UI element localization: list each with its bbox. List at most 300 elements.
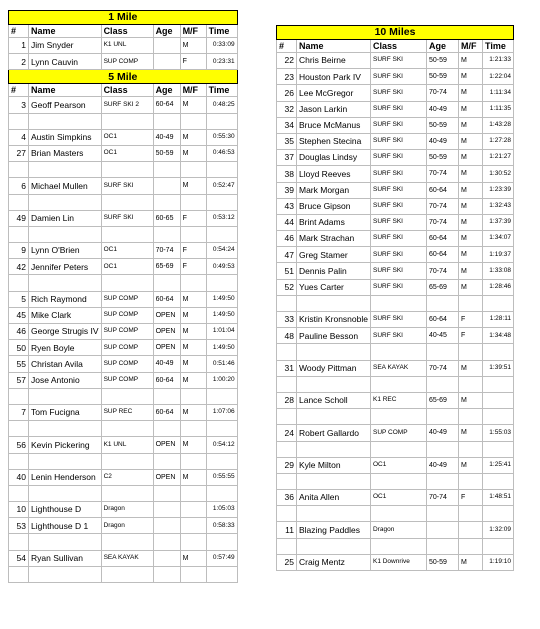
cell-mf: M xyxy=(458,85,482,101)
cell-mf: M xyxy=(180,404,206,420)
result-row xyxy=(277,53,514,69)
cell-time xyxy=(206,566,237,582)
cell-age: 70-74 xyxy=(426,490,458,506)
cell-time xyxy=(206,226,237,242)
cell-bib: 42 xyxy=(9,259,29,275)
cell-class: SURF SKI xyxy=(370,231,426,247)
cell-time: 1:19:37 xyxy=(482,247,513,263)
cell-name: Lighthouse D xyxy=(29,502,102,518)
cell-class: OC1 xyxy=(101,145,153,161)
cell-mf: M xyxy=(458,53,482,69)
cell-age: 60-64 xyxy=(153,404,180,420)
cell-name: Jose Antonio xyxy=(29,372,102,388)
cell-class: SURF SKI xyxy=(101,210,153,226)
cell-time: 1:21:33 xyxy=(482,53,513,69)
cell-class: OC1 xyxy=(101,259,153,275)
cell-mf: M xyxy=(458,166,482,182)
result-row xyxy=(277,85,514,101)
cell-class xyxy=(370,344,426,360)
cell-name xyxy=(29,453,102,469)
cell-age xyxy=(426,441,458,457)
cell-bib xyxy=(9,485,29,501)
result-row xyxy=(9,38,238,54)
cell-bib xyxy=(9,453,29,469)
cell-mf xyxy=(180,518,206,534)
cell-mf: M xyxy=(180,324,206,340)
section-title-row xyxy=(9,11,238,25)
result-row xyxy=(9,145,238,161)
result-row xyxy=(277,182,514,198)
result-row xyxy=(9,178,238,194)
cell-time: 1:28:46 xyxy=(482,279,513,295)
cell-class: Dragon xyxy=(101,502,153,518)
cell-bib: 43 xyxy=(277,198,297,214)
cell-name: George Strugis IV xyxy=(29,324,102,340)
cell-mf xyxy=(180,275,206,291)
cell-name: Brint Adams xyxy=(297,214,371,230)
cell-name: Lee McGregor xyxy=(297,85,371,101)
cell-name: Greg Stamer xyxy=(297,247,371,263)
cell-bib: 38 xyxy=(277,166,297,182)
cell-mf: F xyxy=(180,243,206,259)
cell-bib: 9 xyxy=(9,243,29,259)
result-row xyxy=(277,522,514,538)
cell-name: Lynn Cauvin xyxy=(29,54,102,70)
cell-mf: F xyxy=(180,259,206,275)
cell-bib: 47 xyxy=(277,247,297,263)
cell-age: 50-59 xyxy=(426,69,458,85)
cell-time: 1:19:10 xyxy=(482,554,513,570)
column-header-time: Time xyxy=(482,40,513,53)
cell-class xyxy=(370,473,426,489)
cell-age: 40-49 xyxy=(426,133,458,149)
result-row xyxy=(277,117,514,133)
cell-age: 60-64 xyxy=(426,182,458,198)
cell-class: SURF SKI xyxy=(370,117,426,133)
column-header-row xyxy=(9,25,238,38)
right-results-body xyxy=(277,26,514,571)
cell-name: Jennifer Peters xyxy=(29,259,102,275)
cell-bib xyxy=(277,344,297,360)
cell-bib xyxy=(9,194,29,210)
result-row xyxy=(9,550,238,566)
cell-name: Lighthouse D 1 xyxy=(29,518,102,534)
cell-name: Dennis Palin xyxy=(297,263,371,279)
cell-age xyxy=(153,550,180,566)
result-row xyxy=(9,356,238,372)
cell-bib: 54 xyxy=(9,550,29,566)
cell-class: SURF SKI xyxy=(370,85,426,101)
cell-bib xyxy=(277,506,297,522)
cell-class: SEA KAYAK xyxy=(101,550,153,566)
cell-name: Bruce Gipson xyxy=(297,198,371,214)
blank-row xyxy=(9,388,238,404)
cell-age xyxy=(153,534,180,550)
result-row xyxy=(9,502,238,518)
cell-name: Ryen Boyle xyxy=(29,340,102,356)
result-row xyxy=(9,372,238,388)
cell-time: 1:32:43 xyxy=(482,198,513,214)
cell-bib xyxy=(9,275,29,291)
cell-age: OPEN xyxy=(153,324,180,340)
result-row xyxy=(277,214,514,230)
blank-row xyxy=(9,566,238,582)
cell-bib: 37 xyxy=(277,150,297,166)
cell-age xyxy=(426,376,458,392)
cell-class xyxy=(101,162,153,178)
cell-class xyxy=(101,421,153,437)
cell-class xyxy=(101,485,153,501)
cell-age xyxy=(153,194,180,210)
column-header-class: Class xyxy=(101,25,153,38)
cell-age: 60-64 xyxy=(426,247,458,263)
cell-bib xyxy=(277,409,297,425)
cell-time xyxy=(206,485,237,501)
cell-name: Kevin Pickering xyxy=(29,437,102,453)
column-header-mf: M/F xyxy=(180,25,206,38)
cell-bib: 5 xyxy=(9,291,29,307)
cell-time: 0:54:12 xyxy=(206,437,237,453)
cell-name: Damien Lin xyxy=(29,210,102,226)
cell-bib: 22 xyxy=(277,53,297,69)
cell-class: SUP COMP xyxy=(370,425,426,441)
cell-name: Jim Snyder xyxy=(29,38,102,54)
cell-class: SEA KAYAK xyxy=(370,360,426,376)
cell-age xyxy=(426,409,458,425)
cell-time xyxy=(482,409,513,425)
cell-mf: M xyxy=(458,117,482,133)
cell-name: Bruce McManus xyxy=(297,117,371,133)
cell-name: Pauline Besson xyxy=(297,328,371,344)
cell-mf: M xyxy=(458,214,482,230)
cell-bib: 39 xyxy=(277,182,297,198)
cell-class: SURF SKI xyxy=(370,214,426,230)
cell-bib xyxy=(9,421,29,437)
cell-bib: 45 xyxy=(9,307,29,323)
cell-time xyxy=(482,344,513,360)
cell-age: 50-59 xyxy=(426,53,458,69)
cell-class: C2 xyxy=(101,469,153,485)
cell-mf: M xyxy=(458,101,482,117)
cell-class xyxy=(101,566,153,582)
cell-mf: M xyxy=(458,133,482,149)
result-row xyxy=(9,340,238,356)
cell-time: 1:55:03 xyxy=(482,425,513,441)
cell-time: 1:33:08 xyxy=(482,263,513,279)
section-title-row xyxy=(9,70,238,84)
cell-bib: 52 xyxy=(277,279,297,295)
cell-time: 0:23:31 xyxy=(206,54,237,70)
cell-time: 1:01:04 xyxy=(206,324,237,340)
cell-age xyxy=(153,178,180,194)
cell-name: Kyle Milton xyxy=(297,457,371,473)
cell-class: SURF SKI xyxy=(370,133,426,149)
cell-time xyxy=(482,441,513,457)
cell-time: 0:53:12 xyxy=(206,210,237,226)
blank-row xyxy=(277,441,514,457)
cell-time: 0:48:25 xyxy=(206,97,237,113)
column-header-bib: # xyxy=(277,40,297,53)
cell-time: 0:52:47 xyxy=(206,178,237,194)
cell-bib: 7 xyxy=(9,404,29,420)
cell-age xyxy=(426,473,458,489)
cell-age xyxy=(426,506,458,522)
cell-class xyxy=(370,376,426,392)
cell-time: 1:34:48 xyxy=(482,328,513,344)
cell-class xyxy=(370,409,426,425)
cell-class: SUP REC xyxy=(101,404,153,420)
cell-mf xyxy=(180,194,206,210)
cell-time: 0:51:46 xyxy=(206,356,237,372)
left-results-table xyxy=(8,10,238,583)
cell-time xyxy=(482,538,513,554)
cell-name xyxy=(29,485,102,501)
result-row xyxy=(9,129,238,145)
cell-mf: M xyxy=(180,307,206,323)
cell-class: OC1 xyxy=(370,490,426,506)
cell-age: 60-64 xyxy=(426,312,458,328)
column-header-row xyxy=(277,40,514,53)
result-row xyxy=(277,263,514,279)
cell-class: Dragon xyxy=(101,518,153,534)
cell-class: OC1 xyxy=(101,243,153,259)
cell-class: SUP COMP xyxy=(101,340,153,356)
cell-age xyxy=(153,38,180,54)
cell-age: 70-74 xyxy=(426,214,458,230)
cell-age: 60-64 xyxy=(153,372,180,388)
cell-name: Geoff Pearson xyxy=(29,97,102,113)
cell-age: 70-74 xyxy=(426,85,458,101)
cell-bib xyxy=(9,566,29,582)
blank-row xyxy=(9,113,238,129)
cell-bib: 35 xyxy=(277,133,297,149)
cell-age: 60-64 xyxy=(153,291,180,307)
cell-age: 40-49 xyxy=(153,356,180,372)
cell-time: 1:25:41 xyxy=(482,457,513,473)
cell-name xyxy=(29,388,102,404)
cell-mf: M xyxy=(458,198,482,214)
cell-class: OC1 xyxy=(370,457,426,473)
cell-age xyxy=(153,54,180,70)
cell-time xyxy=(206,453,237,469)
cell-class: Dragon xyxy=(370,522,426,538)
cell-age: 70-74 xyxy=(426,263,458,279)
result-row xyxy=(277,198,514,214)
cell-mf: F xyxy=(458,490,482,506)
cell-mf xyxy=(180,485,206,501)
cell-bib xyxy=(9,388,29,404)
cell-age: 40-49 xyxy=(426,457,458,473)
cell-time: 1:34:07 xyxy=(482,231,513,247)
cell-age xyxy=(426,522,458,538)
cell-bib xyxy=(9,534,29,550)
cell-mf: M xyxy=(458,69,482,85)
cell-bib: 6 xyxy=(9,178,29,194)
cell-class: SURF SKI xyxy=(370,150,426,166)
cell-class: SUP COMP xyxy=(101,307,153,323)
cell-name: Chris Beirne xyxy=(297,53,371,69)
cell-time: 0:49:53 xyxy=(206,259,237,275)
cell-age: 40-45 xyxy=(426,328,458,344)
result-row xyxy=(277,425,514,441)
blank-row xyxy=(277,473,514,489)
cell-class: SURF SKI xyxy=(370,312,426,328)
cell-name: Lloyd Reeves xyxy=(297,166,371,182)
cell-time: 1:32:09 xyxy=(482,522,513,538)
cell-class: SURF SKI xyxy=(370,247,426,263)
column-header-mf: M/F xyxy=(458,40,482,53)
cell-name: Woody Pittman xyxy=(297,360,371,376)
cell-mf xyxy=(180,388,206,404)
cell-bib: 28 xyxy=(277,392,297,408)
cell-bib: 10 xyxy=(9,502,29,518)
cell-class xyxy=(370,295,426,311)
column-header-row xyxy=(9,84,238,97)
cell-class xyxy=(101,534,153,550)
cell-bib xyxy=(277,295,297,311)
cell-class: SUP COMP xyxy=(101,54,153,70)
cell-class xyxy=(101,226,153,242)
result-row xyxy=(9,291,238,307)
result-row xyxy=(277,231,514,247)
cell-time: 1:00:20 xyxy=(206,372,237,388)
cell-mf: M xyxy=(180,129,206,145)
cell-time: 0:55:30 xyxy=(206,129,237,145)
cell-class: SURF SKI xyxy=(370,279,426,295)
blank-row xyxy=(9,194,238,210)
cell-name xyxy=(29,113,102,129)
result-row xyxy=(9,243,238,259)
blank-row xyxy=(277,376,514,392)
cell-age: 65-69 xyxy=(153,259,180,275)
cell-age: 50-59 xyxy=(426,150,458,166)
cell-time: 0:58:33 xyxy=(206,518,237,534)
cell-time: 1:28:11 xyxy=(482,312,513,328)
cell-time xyxy=(206,421,237,437)
cell-name: Lance Scholl xyxy=(297,392,371,408)
cell-class xyxy=(370,538,426,554)
cell-time: 1:21:27 xyxy=(482,150,513,166)
cell-age xyxy=(426,538,458,554)
cell-name xyxy=(29,534,102,550)
cell-mf: M xyxy=(458,392,482,408)
cell-name: Yues Carter xyxy=(297,279,371,295)
cell-mf: M xyxy=(180,178,206,194)
cell-class: SUP COMP xyxy=(101,291,153,307)
cell-time xyxy=(206,388,237,404)
cell-mf xyxy=(180,453,206,469)
cell-mf xyxy=(458,506,482,522)
cell-mf xyxy=(458,409,482,425)
section-title: 1 Mile xyxy=(9,11,238,25)
cell-age: 70-74 xyxy=(426,166,458,182)
cell-name xyxy=(29,162,102,178)
cell-age xyxy=(153,113,180,129)
result-row xyxy=(277,328,514,344)
blank-row xyxy=(9,534,238,550)
cell-age: OPEN xyxy=(153,437,180,453)
cell-class: SURF SKI xyxy=(370,166,426,182)
cell-time: 1:22:04 xyxy=(482,69,513,85)
cell-time: 1:43:28 xyxy=(482,117,513,133)
column-header-class: Class xyxy=(101,84,153,97)
cell-class: SURF SKI 2 xyxy=(101,97,153,113)
cell-bib: 46 xyxy=(277,231,297,247)
cell-class: SURF SKI xyxy=(370,328,426,344)
cell-age xyxy=(153,226,180,242)
result-row xyxy=(9,259,238,275)
cell-bib: 24 xyxy=(277,425,297,441)
column-header-time: Time xyxy=(206,25,237,38)
cell-age xyxy=(153,275,180,291)
result-row xyxy=(277,457,514,473)
result-row xyxy=(277,101,514,117)
cell-class: SURF SKI xyxy=(370,101,426,117)
cell-mf xyxy=(458,344,482,360)
cell-mf: M xyxy=(458,554,482,570)
cell-time xyxy=(482,295,513,311)
cell-bib: 44 xyxy=(277,214,297,230)
cell-bib: 25 xyxy=(277,554,297,570)
result-row xyxy=(277,279,514,295)
cell-bib: 48 xyxy=(277,328,297,344)
cell-age xyxy=(153,502,180,518)
result-row xyxy=(9,97,238,113)
cell-bib: 51 xyxy=(277,263,297,279)
cell-age: 65-69 xyxy=(426,279,458,295)
cell-time xyxy=(482,376,513,392)
result-row xyxy=(9,210,238,226)
cell-class xyxy=(101,275,153,291)
cell-name xyxy=(297,295,371,311)
cell-mf: M xyxy=(180,437,206,453)
cell-class: SURF SKI xyxy=(370,69,426,85)
cell-time xyxy=(482,473,513,489)
cell-class: SUP COMP xyxy=(101,372,153,388)
cell-time: 1:49:50 xyxy=(206,340,237,356)
cell-time: 0:46:53 xyxy=(206,145,237,161)
cell-age: OPEN xyxy=(153,340,180,356)
cell-bib: 29 xyxy=(277,457,297,473)
column-header-age: Age xyxy=(426,40,458,53)
cell-mf: M xyxy=(180,145,206,161)
cell-time xyxy=(206,275,237,291)
cell-bib: 27 xyxy=(9,145,29,161)
cell-bib: 56 xyxy=(9,437,29,453)
cell-age: 50-59 xyxy=(153,145,180,161)
column-header-age: Age xyxy=(153,25,180,38)
result-row xyxy=(9,404,238,420)
blank-row xyxy=(9,226,238,242)
cell-mf xyxy=(458,522,482,538)
left-results-body xyxy=(9,11,238,583)
cell-mf xyxy=(180,534,206,550)
column-header-mf: M/F xyxy=(180,84,206,97)
cell-bib: 34 xyxy=(277,117,297,133)
cell-mf xyxy=(180,113,206,129)
cell-time: 1:23:39 xyxy=(482,182,513,198)
blank-row xyxy=(277,506,514,522)
cell-name xyxy=(297,409,371,425)
cell-name: Mark Strachan xyxy=(297,231,371,247)
section-title-row xyxy=(277,26,514,40)
blank-row xyxy=(277,295,514,311)
blank-row xyxy=(9,162,238,178)
cell-mf: M xyxy=(458,457,482,473)
cell-mf: M xyxy=(458,425,482,441)
column-header-name: Name xyxy=(297,40,371,53)
cell-time: 1:11:35 xyxy=(482,101,513,117)
